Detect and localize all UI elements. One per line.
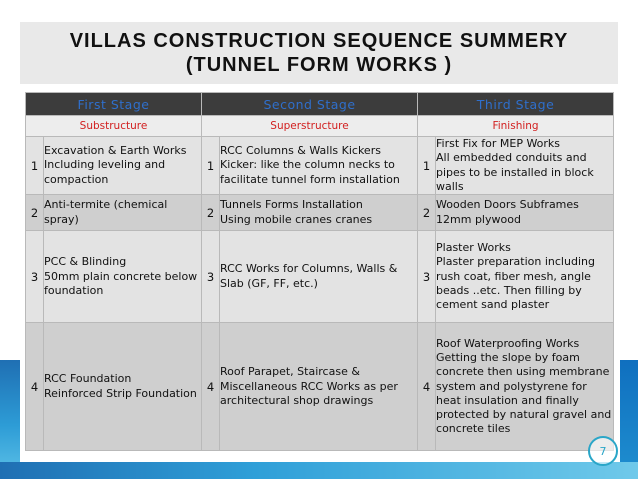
stage-header-second: Second Stage xyxy=(202,93,418,116)
decorative-bar-bottom xyxy=(0,462,638,479)
first-stage-cell: RCC Foundation Reinforced Strip Foundation xyxy=(44,323,202,451)
first-stage-num: 1 xyxy=(26,137,44,195)
table-row xyxy=(26,231,614,323)
page-number: 7 xyxy=(599,444,607,458)
second-stage-num: 3 xyxy=(202,231,220,323)
stage-type-row xyxy=(26,116,614,137)
second-stage-num: 1 xyxy=(202,137,220,195)
third-stage-cell: First Fix for MEP Works All embedded conduits and pipes to be installed in block walls xyxy=(436,137,614,195)
third-stage-cell: Roof Waterproofing Works Getting the slope by foam concrete then using membrane system and polystyrene for heat insulation and finally protected by natural gravel and concrete tiles xyxy=(436,323,614,451)
first-stage-cell: Excavation & Earth Works Including leveling and compaction xyxy=(44,137,202,195)
second-stage-num: 4 xyxy=(202,323,220,451)
stage-header-third: Third Stage xyxy=(418,93,614,116)
page-number-badge xyxy=(588,436,618,466)
third-stage-num: 3 xyxy=(418,231,436,323)
stage-type-first: Substructure xyxy=(26,116,202,137)
table-row xyxy=(26,195,614,231)
second-stage-cell: Roof Parapet, Staircase & Miscellaneous RCC Works as per architectural shop drawings xyxy=(220,323,418,451)
first-stage-cell: Anti-termite (chemical spray) xyxy=(44,195,202,231)
table-row xyxy=(26,137,614,195)
stage-type-third: Finishing xyxy=(418,116,614,137)
second-stage-cell: Tunnels Forms Installation Using mobile cranes cranes xyxy=(220,195,418,231)
table-row xyxy=(26,323,614,451)
second-stage-cell: RCC Columns & Walls Kickers Kicker: like the column necks to facilitate tunnel form installation xyxy=(220,137,418,195)
stage-type-second: Superstructure xyxy=(202,116,418,137)
first-stage-num: 2 xyxy=(26,195,44,231)
third-stage-num: 4 xyxy=(418,323,436,451)
title-line-1: VILLAS CONSTRUCTION SEQUENCE SUMMERY xyxy=(69,30,569,52)
second-stage-cell: RCC Works for Columns, Walls & Slab (GF, FF, etc.) xyxy=(220,231,418,323)
construction-sequence-table xyxy=(25,92,614,451)
third-stage-cell: Wooden Doors Subframes 12mm plywood xyxy=(436,195,614,231)
first-stage-cell: PCC & Blinding 50mm plain concrete below foundation xyxy=(44,231,202,323)
first-stage-num: 4 xyxy=(26,323,44,451)
second-stage-num: 2 xyxy=(202,195,220,231)
first-stage-num: 3 xyxy=(26,231,44,323)
title-line-2: (TUNNEL FORM WORKS ) xyxy=(185,54,453,76)
slide-title xyxy=(20,22,618,84)
third-stage-cell: Plaster Works Plaster preparation including rush coat, fiber mesh, angle beads ..etc. Then filling by cement sand plaster xyxy=(436,231,614,323)
stage-header-row xyxy=(26,93,614,116)
third-stage-num: 2 xyxy=(418,195,436,231)
stage-header-first: First Stage xyxy=(26,93,202,116)
third-stage-num: 1 xyxy=(418,137,436,195)
